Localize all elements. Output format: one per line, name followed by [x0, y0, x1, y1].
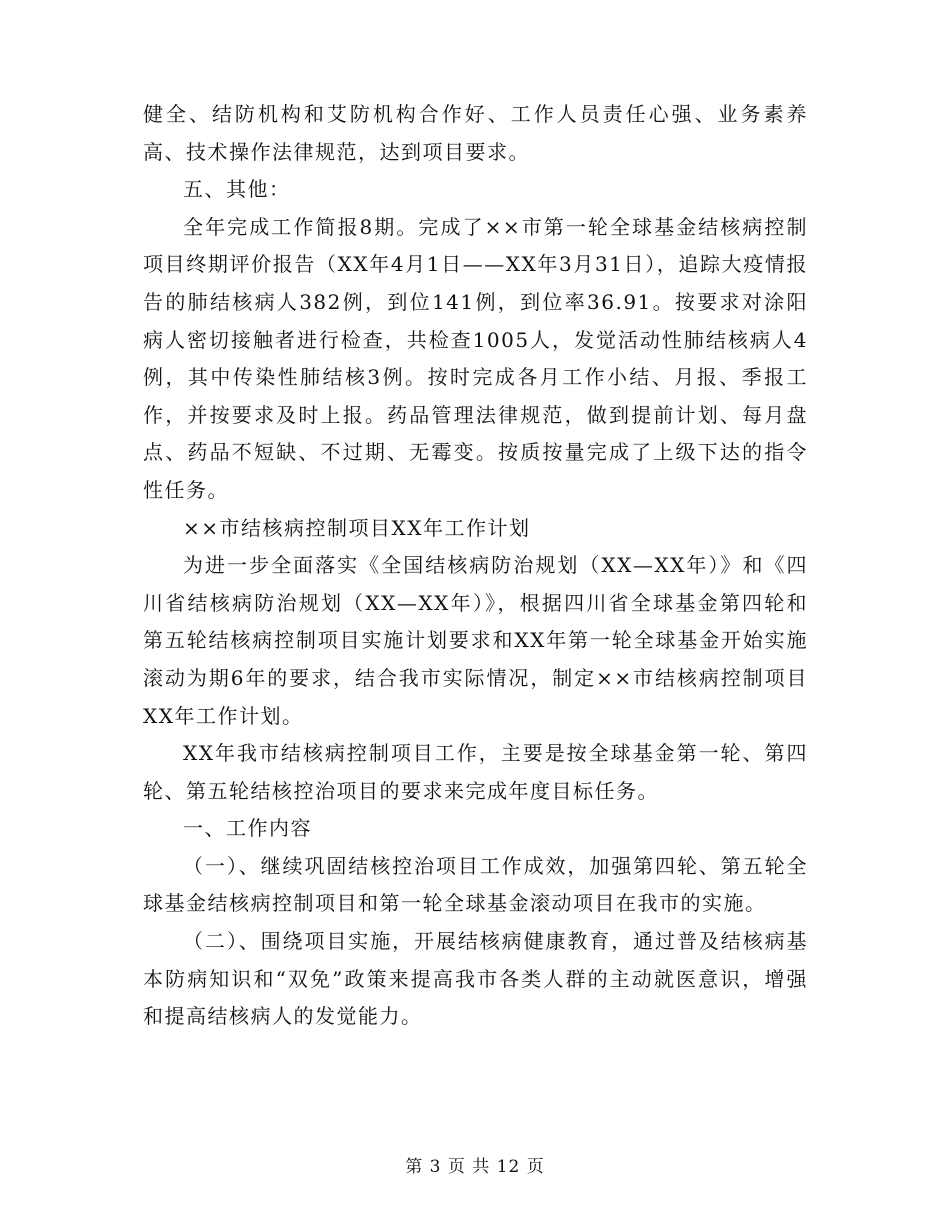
section-heading-work-content: 一、工作内容	[183, 816, 312, 841]
paragraph-item-1: （一）、继续巩固结核控治项目工作成效，加强第四轮、第五轮全球基金结核病控制项目和第一轮全球基金滚动项目在我市的实施。	[143, 853, 808, 916]
document-body	[143, 96, 808, 1036]
page-footer	[0, 1152, 950, 1177]
page-number: 第 3 页 共 12 页	[405, 1157, 545, 1177]
plan-title: ××市结核病控制项目XX年工作计划	[183, 515, 531, 540]
paragraph-item-2: （二）、围绕项目实施，开展结核病健康教育，通过普及结核病基本防病知识和“双免”政策来提高我市各类人群的主动就医意识，增强和提高结核病人的发觉能力。	[143, 929, 808, 1029]
paragraph-1: 健全、结防机构和艾防机构合作好、工作人员责任心强、业务素养高、技术操作法律规范，达到项目要求。	[143, 102, 808, 164]
paragraph-plan-intro: 为进一步全面落实《全国结核病防治规划（XX—XX年）》和《四川省结核病防治规划（XX—XX年）》，根据四川省全球基金第四轮和第五轮结核病控制项目实施计划要求和XX年第一轮全球基金开始实施滚动为期6年的要求，结合我市实际情况，制定××市结核病控制项目XX年工作计划。	[143, 553, 808, 728]
paragraph-annual-summary: 全年完成工作简报8期。完成了××市第一轮全球基金结核病控制项目终期评价报告（XX年4月1日——XX年3月31日），追踪大疫情报告的肺结核病人382例，到位141例，到位率36.91。按要求对涂阳病人密切接触者进行检查，共检查1005人，发觉活动性肺结核病人4例，其中传染性肺结核3例。按时完成各月工作小结、月报、季报工作，并按要求及时上报。药品管理法律规范，做到提前计划、每月盘点、药品不短缺、不过期、无霉变。按质按量完成了上级下达的指令性任务。	[143, 214, 808, 502]
paragraph-plan-scope: XX年我市结核病控制项目工作，主要是按全球基金第一轮、第四轮、第五轮结核控治项目的要求来完成年度目标任务。	[143, 741, 808, 803]
section-heading-other: 五、其他：	[183, 177, 291, 202]
